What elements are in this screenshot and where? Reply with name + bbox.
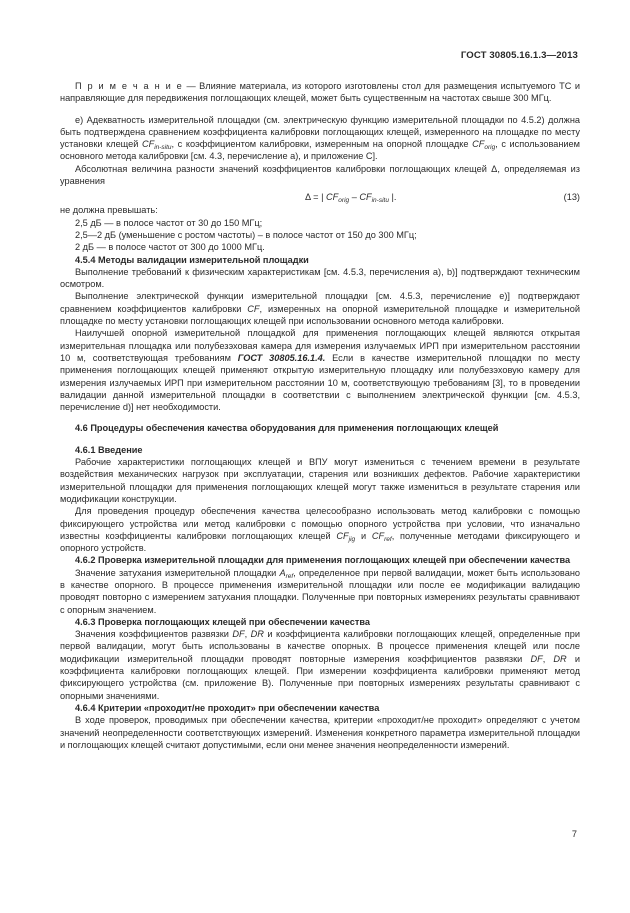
item-e-text-a: е) Адекватность измерительной площадки (см. электрическую функцию измерительной площадки по 4.5.2) должна быть подтверждена сравнением коэффициента калибровки поглощающих клещей, измеренного на площадке по месту установки клещей: [60, 114, 580, 150]
s454-paragraph-1: Выполнение требований к физическим характеристикам [см. 4.5.3, перечисления а), b)] подтверждают техническим осмотром.: [60, 266, 580, 290]
limits-intro: не должна превышать:: [60, 205, 158, 216]
s464-paragraph-1: В ходе проверок, проводимых при обеспечении качества, критерии «проходит/не проходит» определяют с учетом значений неопределенности соответствующих измерений. Изменения конкретного параметра измерительной площадки и поглощающих клещей считают допустимыми, если они менее значения неопределенности измерений.: [60, 715, 580, 750]
equation-number: (13): [563, 192, 580, 203]
s461-paragraph-2: Для проведения процедур обеспечения качества целесообразно использовать метод калибровки с помощью фиксирующего устройства или метод калибровки с помощью опорного устройства при условии, что изначально известны коэффициенты калибровки поглощающих клещей $CF_{jig}$ и $CF_{ref}$, полученные методами фиксирующего и опорного устройств.: [60, 506, 580, 554]
section-4-6-1-title: 4.6.1 Введение: [75, 444, 143, 455]
note-text: — Влияние материала, из которого изготовлены стол для размещения испытуемого ТС и направляющие для передвижения поглощающих клещей, может быть существенным на частотах свыше 300 МГц.: [60, 81, 580, 104]
s463-paragraph-1: Значения коэффициентов развязки DF, DR и коэффициента калибровки поглощающих клещей, определенные при первой валидации, могут быть использованы в качестве опорных. В процессе применения клещей или после модификации измерительной площадки проводят повторные измерения коэффициентов развязки DF, DR и коэффициента калибровки поглощающих клещей. При измерении коэффициента калибровки применяют метод фиксирующего устройства (см. приложение В). Полученные при повторных измерениях результаты сравнивают с опорными значениями.: [60, 629, 580, 701]
limit-item: 2,5 дБ — в полосе частот от 30 до 150 МГц;: [75, 217, 263, 228]
s461-paragraph-1: Рабочие характеристики поглощающих клещей и ВПУ могут измениться с течением времени в результате воздействия механических нагрузок при эксплуатации, старения или возникших дефектов. Рабочие характеристики измерительной площадки для применения поглощающих клещей могут также измениться в результате старения или модификации конструкции.: [60, 457, 580, 504]
section-4-6-4-title: 4.6.4 Критерии «проходит/не проходит» при обеспечении качества: [75, 702, 380, 713]
document-code: ГОСТ 30805.16.1.3—2013: [460, 50, 578, 61]
standard-reference: ГОСТ 30805.16.1.4.: [237, 352, 326, 363]
section-4-5-4-title: 4.5.4 Методы валидации измерительной площадки: [75, 254, 309, 265]
item-e-text-c: , с использованием основного метода калибровки [см. 4.3, перечисление а), и приложение С].: [60, 139, 580, 162]
cf-insitu-symbol: $CF_{in-situ}$: [141, 139, 172, 152]
note-paragraph: [60, 80, 580, 105]
section-4-6-title: 4.6 Процедуры обеспечения качества оборудования для применения поглощающих клещей: [75, 423, 499, 434]
note-label: П р и м е ч а н и е: [75, 81, 183, 91]
item-e-text-b: , с коэффициентом калибровки, измеренным на опорной площадке: [171, 139, 473, 150]
s462-paragraph-1: Значение затухания измерительной площадки $A_{ref}$, определенное при первой валидации, может быть использовано в качестве опорного. В процессе применения измерительной площадки или после ее модификации валидацию проводят повторно с измерением затухания площадки. Полученные при повторных измерениях результаты сравнивают с опорным значением.: [60, 567, 580, 615]
limit-item: 2,5—2 дБ (уменьшение с ростом частоты) – в полосе частот от 150 до 300 МГц;: [75, 229, 417, 240]
equation-13: [60, 188, 580, 204]
limit-item: 2 дБ — в полосе частот от 300 до 1000 МГц.: [75, 242, 265, 253]
s454-paragraph-3: Наилучшей опорной измерительной площадкой для применения поглощающих клещей являются открытая измерительная площадка или полубезэховая камера для измерения излучаемых ИРП при измерительном расстоянии 10 м, соответствующая требованиям ГОСТ 30805.16.1.4. Если в качестве измерительной площадки по месту применения поглощающих клещей применяют открытую измерительную площадку или полубезэховую камеру для измерения излучаемых ИРП при измерительном расстоянии 10 м, соответствующую требованиям [3], то в проведении валидации данной измерительной площадки в соответствии с выполнением электрической функции [см. 4.5.3, перечисление d)] нет необходимости.: [60, 328, 580, 413]
section-4-6-3-title: 4.6.3 Проверка поглощающих клещей при обеспечении качества: [75, 616, 370, 627]
page-number: 7: [571, 829, 577, 839]
item-e-paragraph: [60, 114, 580, 163]
delta-definition-paragraph: Абсолютная величина разности значений коэффициентов калибровки поглощающих клещей Δ, определяемая из уравнения: [60, 163, 580, 187]
s454-paragraph-2: Выполнение электрической функции измерительной площадки [см. 4.5.3, перечисление е)] подтверждают сравнением коэффициентов калибровки CF, измеренных на опорной измерительной площадке и измерительной площадке по месту установки поглощающих клещей при использовании основного метода калибровки.: [60, 291, 580, 327]
page-content: [60, 80, 580, 751]
section-4-6-2-title: 4.6.2 Проверка измерительной площадки для применения поглощающих клещей при обеспечении качества: [75, 555, 571, 566]
equation-formula: Δ = | $CF_{orig} - CF_{in-situ}$ |.: [305, 192, 397, 205]
cf-orig-symbol: $CF_{orig}$: [472, 139, 496, 152]
